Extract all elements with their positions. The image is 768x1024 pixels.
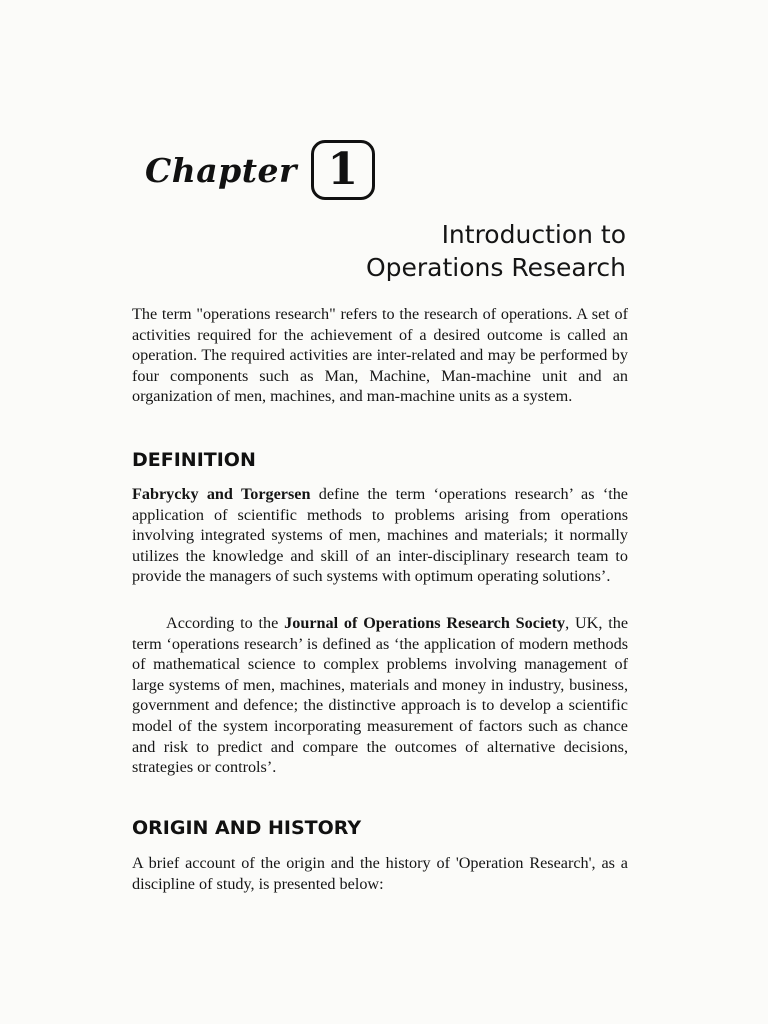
chapter-label: Chapter xyxy=(145,150,297,190)
origin-paragraph: A brief account of the origin and the history of 'Operation Research', as a discipline of study, is presented below: xyxy=(132,854,628,893)
definition-organization: Journal of Operations Research Society xyxy=(284,614,566,632)
chapter-title xyxy=(366,218,626,284)
intro-paragraph: The term "operations research" refers to the research of operations. A set of activities required for the achievement of a desired outcome is called an operation. The required activities are inter-related and may be performed by four components such as Man, Machine, Man-machine unit and an organization of men, machines, and man-machine units as a system. xyxy=(132,305,628,406)
definition-heading: DEFINITION xyxy=(132,449,256,471)
definition-paragraph-1-text: define the term ‘operations research’ as ‘the application of scientific methods to problems arising from operations involving integrated systems of men, machines and materials; it normally utilizes the knowledge and skill of an inter-disciplinary research team to provide the managers of such systems with optimum operating solutions’. xyxy=(132,485,628,586)
chapter-title-line-2: Operations Research xyxy=(365,253,626,282)
chapter-heading xyxy=(145,140,375,200)
definition-paragraph-2-text: , UK, the term ‘operations research’ is defined as ‘the application of modern methods of mathematical science to complex problems involving management of large systems of men, machines, materials and money in industry, business, government and defence; the distinctive approach is to develop a scientific model of the system incorporating measurement of factors such as chance and risk to predict and compare the outcomes of alternative decisions, strategies or controls’. xyxy=(132,614,629,777)
definition-paragraph-2-lead: According to the xyxy=(166,614,285,632)
chapter-title-line-1: Introduction to xyxy=(441,220,626,249)
definition-paragraph-1 xyxy=(132,484,628,587)
origin-heading: ORIGIN AND HISTORY xyxy=(132,817,362,839)
chapter-number-badge: 1 xyxy=(311,140,375,200)
definition-authors: Fabrycky and Torgersen xyxy=(132,485,311,503)
definition-paragraph-2 xyxy=(132,613,628,778)
